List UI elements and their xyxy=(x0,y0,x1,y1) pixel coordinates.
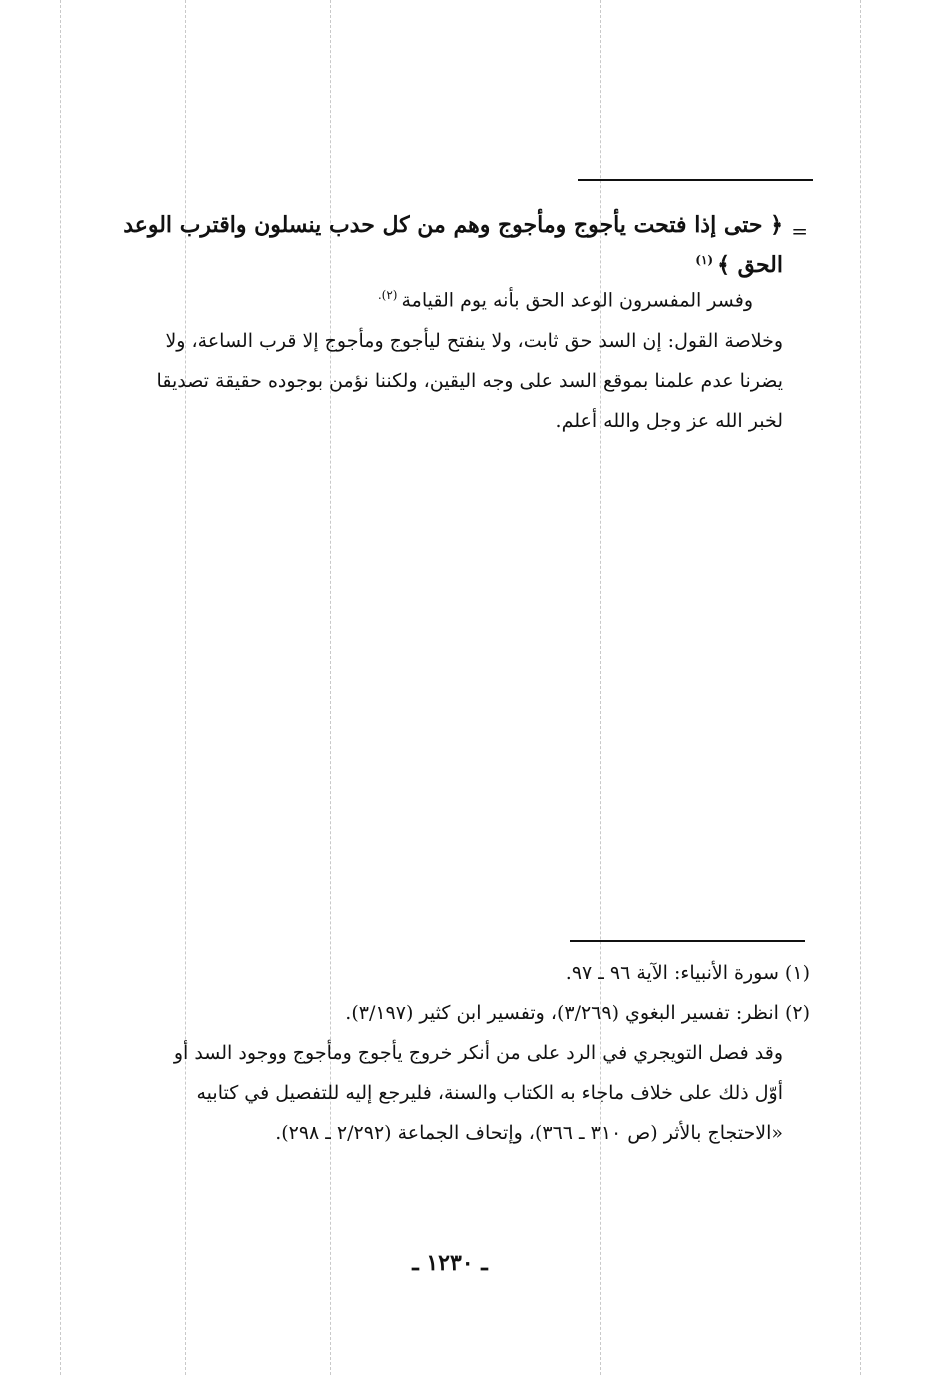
footnote-2-line-3: أوّل ذلك على خلاف ماجاء به الكتاب والسنة، فليرجع إليه للتفصيل في كتابيه xyxy=(196,1082,783,1104)
body-line-1-text: وفسر المفسرون الوعد الحق بأنه يوم القيامة xyxy=(401,289,753,312)
footnote-2-line-2: وقد فصل التويجري في الرد على من أنكر خروج يأجوج ومأجوج ووجود السد أو xyxy=(173,1042,783,1064)
footnote-ref-1: (١) xyxy=(695,252,714,267)
scan-guide-line xyxy=(600,0,601,1375)
verse-line-2-text: الحق ﴾ xyxy=(717,252,783,278)
body-line-2: وخلاصة القول: إن السد حق ثابت، ولا ينفتح ليأجوج ومأجوج إلا قرب الساعة، ولا xyxy=(165,330,783,352)
footnote-rule xyxy=(570,940,805,942)
scan-guide-line xyxy=(60,0,61,1375)
verse-line-1: ﴿ حتى إذا فتحت يأجوج ومأجوج وهم من كل حدب ينسلون واقترب الوعد xyxy=(123,212,783,238)
page-number: ـ ١٢٣٠ ـ xyxy=(412,1250,488,1276)
footnote-2-line-4: «الاحتجاج بالأثر (ص ٣١٠ ـ ٣٦٦)، وإتحاف الجماعة (٢/٢٩٢ ـ ٢٩٨). xyxy=(275,1122,783,1144)
top-rule xyxy=(578,179,813,181)
body-line-1 xyxy=(378,288,753,311)
scan-guide-line xyxy=(330,0,331,1375)
verse-line-2 xyxy=(695,252,783,278)
verse-marker: = xyxy=(791,219,808,243)
footnote-2: (٢) انظر: تفسير البغوي (٣/٢٦٩)، وتفسير ابن كثير (٣/١٩٧). xyxy=(345,1002,810,1024)
footnote-1: (١) سورة الأنبياء: الآية ٩٦ ـ ٩٧. xyxy=(565,962,810,984)
footnote-ref-2: (٢). xyxy=(377,288,398,302)
body-line-3: يضرنا عدم علمنا بموقع السد على وجه اليقين، ولكننا نؤمن بوجوده حقيقة تصديقا xyxy=(156,370,783,392)
scan-guide-line xyxy=(860,0,861,1375)
body-line-4: لخبر الله عز وجل والله أعلم. xyxy=(555,410,783,432)
scan-guide-line xyxy=(185,0,186,1375)
